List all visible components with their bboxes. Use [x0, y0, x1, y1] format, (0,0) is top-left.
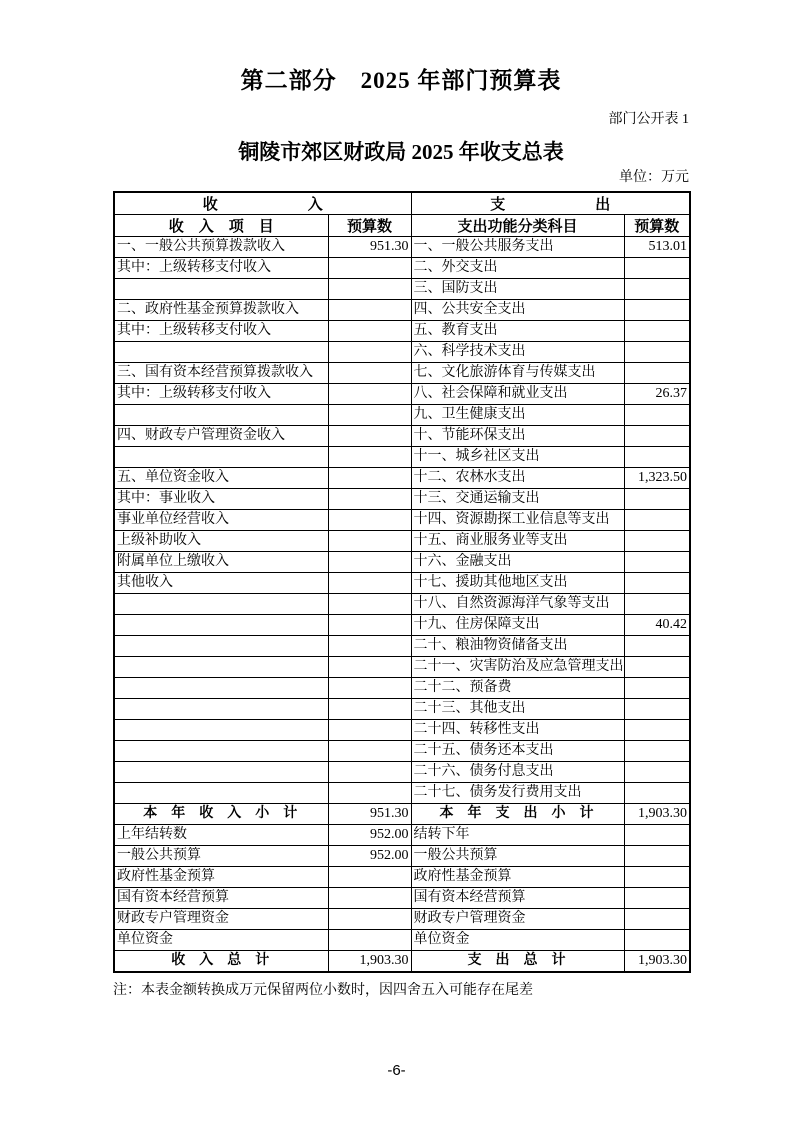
table-row [114, 825, 690, 846]
table-row [114, 867, 690, 888]
income-value-cell [328, 657, 411, 678]
table-row [114, 951, 690, 973]
table-row [114, 615, 690, 636]
table-row [114, 468, 690, 489]
expense-value-cell [624, 321, 690, 342]
expense-item-cell: 八、社会保障和就业支出 [411, 384, 624, 405]
income-item-cell [114, 405, 328, 426]
income-item-cell [114, 594, 328, 615]
income-value-cell [328, 741, 411, 762]
document-page [113, 0, 689, 1000]
income-item-cell: 一般公共预算 [114, 846, 328, 867]
expense-value-cell [624, 930, 690, 951]
income-value-cell [328, 594, 411, 615]
table-row [114, 447, 690, 468]
table-row [114, 909, 690, 930]
income-item-cell: 五、单位资金收入 [114, 468, 328, 489]
income-item-cell: 国有资本经营预算 [114, 888, 328, 909]
income-value-cell [328, 321, 411, 342]
expense-value-cell [624, 678, 690, 699]
table-row [114, 804, 690, 825]
table-row [114, 888, 690, 909]
income-value-cell [328, 615, 411, 636]
income-item-cell: 其中：上级转移支付收入 [114, 321, 328, 342]
expense-value-cell [624, 426, 690, 447]
table-row [114, 363, 690, 384]
table-tag-label: 部门公开表 1 [608, 112, 689, 127]
expense-value-cell [624, 300, 690, 321]
income-value-cell [328, 342, 411, 363]
income-item-cell [114, 342, 328, 363]
income-item-cell: 其中：事业收入 [114, 489, 328, 510]
table-row [114, 300, 690, 321]
income-item-cell: 其他收入 [114, 573, 328, 594]
expense-item-cell: 单位资金 [411, 930, 624, 951]
income-value-cell [328, 930, 411, 951]
table-row [114, 237, 690, 258]
income-item-cell: 收 入 总 计 [114, 951, 328, 973]
expense-item-cell: 四、公共安全支出 [411, 300, 624, 321]
expense-item-cell: 十二、农林水支出 [411, 468, 624, 489]
budget-summary-table [113, 191, 691, 973]
table-row [114, 741, 690, 762]
expense-value-cell [624, 405, 690, 426]
expense-item-cell: 九、卫生健康支出 [411, 405, 624, 426]
expense-value-cell: 40.42 [624, 615, 690, 636]
income-value-cell [328, 762, 411, 783]
footnote: 注：本表金额转换成万元保留两位小数时，因四舍五入可能存在尾差 [113, 983, 533, 998]
expense-value-cell [624, 279, 690, 300]
expense-value-cell [624, 657, 690, 678]
expense-budget-column-header: 预算数 [624, 215, 690, 237]
income-value-cell [328, 447, 411, 468]
table-section-header-row [114, 192, 690, 215]
income-item-cell [114, 741, 328, 762]
expense-value-cell: 513.01 [624, 237, 690, 258]
income-value-cell: 951.30 [328, 237, 411, 258]
income-item-cell [114, 615, 328, 636]
table-row [114, 531, 690, 552]
expense-item-cell: 支 出 总 计 [411, 951, 624, 973]
income-item-cell: 上级补助收入 [114, 531, 328, 552]
expense-value-cell [624, 363, 690, 384]
income-value-cell [328, 531, 411, 552]
table-row [114, 426, 690, 447]
income-value-cell [328, 300, 411, 321]
income-value-cell [328, 468, 411, 489]
table-row [114, 699, 690, 720]
section-title: 第二部分 2025 年部门预算表 [240, 68, 562, 93]
table-row [114, 678, 690, 699]
expense-value-cell [624, 510, 690, 531]
expense-item-cell: 六、科学技术支出 [411, 342, 624, 363]
income-value-cell [328, 888, 411, 909]
income-value-cell [328, 384, 411, 405]
income-item-cell [114, 636, 328, 657]
income-item-cell: 事业单位经营收入 [114, 510, 328, 531]
expense-value-cell [624, 447, 690, 468]
income-item-cell: 一、一般公共预算拨款收入 [114, 237, 328, 258]
table-column-header-row [114, 215, 690, 237]
expense-value-cell [624, 531, 690, 552]
expense-item-cell: 十八、自然资源海洋气象等支出 [411, 594, 624, 615]
expense-item-cell: 五、教育支出 [411, 321, 624, 342]
income-value-cell [328, 279, 411, 300]
income-item-cell [114, 657, 328, 678]
unit-note: 单位：万元 [619, 170, 689, 185]
expense-item-cell: 十、节能环保支出 [411, 426, 624, 447]
income-item-cell [114, 447, 328, 468]
income-value-cell [328, 678, 411, 699]
expense-item-cell: 十三、交通运输支出 [411, 489, 624, 510]
income-budget-column-header: 预算数 [328, 215, 411, 237]
expense-value-cell [624, 783, 690, 804]
income-item-cell [114, 279, 328, 300]
income-value-cell [328, 258, 411, 279]
expense-item-cell: 本 年 支 出 小 计 [411, 804, 624, 825]
expense-item-cell: 十九、住房保障支出 [411, 615, 624, 636]
expense-value-cell [624, 699, 690, 720]
expense-value-cell [624, 846, 690, 867]
income-item-cell [114, 783, 328, 804]
expense-item-cell: 国有资本经营预算 [411, 888, 624, 909]
expense-value-cell [624, 342, 690, 363]
income-value-cell [328, 363, 411, 384]
expense-item-cell: 十四、资源勘探工业信息等支出 [411, 510, 624, 531]
expense-item-cell: 十一、城乡社区支出 [411, 447, 624, 468]
expense-value-cell [624, 909, 690, 930]
table-row [114, 720, 690, 741]
table-row [114, 279, 690, 300]
expense-value-cell: 1,903.30 [624, 951, 690, 973]
expense-item-cell: 十五、商业服务业等支出 [411, 531, 624, 552]
income-item-cell: 上年结转数 [114, 825, 328, 846]
income-item-cell [114, 699, 328, 720]
expense-item-cell: 七、文化旅游体育与传媒支出 [411, 363, 624, 384]
income-value-cell [328, 405, 411, 426]
income-item-cell: 其中：上级转移支付收入 [114, 384, 328, 405]
expense-value-cell [624, 867, 690, 888]
expense-item-cell: 结转下年 [411, 825, 624, 846]
expense-item-cell: 二十五、债务还本支出 [411, 741, 624, 762]
table-row [114, 384, 690, 405]
income-value-cell [328, 699, 411, 720]
income-value-cell: 952.00 [328, 825, 411, 846]
table-row [114, 636, 690, 657]
expense-value-cell [624, 762, 690, 783]
table-row [114, 573, 690, 594]
table-row [114, 762, 690, 783]
expense-item-cell: 二、外交支出 [411, 258, 624, 279]
expense-value-cell: 1,903.30 [624, 804, 690, 825]
expense-value-cell [624, 741, 690, 762]
expense-value-cell [624, 258, 690, 279]
expense-item-cell: 财政专户管理资金 [411, 909, 624, 930]
income-value-cell [328, 909, 411, 930]
expense-item-cell: 二十七、债务发行费用支出 [411, 783, 624, 804]
table-row [114, 489, 690, 510]
income-item-cell: 政府性基金预算 [114, 867, 328, 888]
income-value-cell [328, 510, 411, 531]
income-item-cell [114, 720, 328, 741]
table-row [114, 552, 690, 573]
income-item-cell: 二、政府性基金预算拨款收入 [114, 300, 328, 321]
expense-item-cell: 二十二、预备费 [411, 678, 624, 699]
table-row [114, 930, 690, 951]
income-value-cell [328, 783, 411, 804]
expense-item-cell: 十六、金融支出 [411, 552, 624, 573]
page-number: -6- [387, 1062, 406, 1079]
table-row [114, 342, 690, 363]
income-item-cell [114, 678, 328, 699]
table-row [114, 783, 690, 804]
income-value-cell [328, 867, 411, 888]
income-value-cell: 1,903.30 [328, 951, 411, 973]
expense-value-cell: 26.37 [624, 384, 690, 405]
table-row [114, 657, 690, 678]
income-item-cell: 单位资金 [114, 930, 328, 951]
expense-item-column-header: 支出功能分类科目 [411, 215, 624, 237]
income-value-cell [328, 720, 411, 741]
expense-item-cell: 一般公共预算 [411, 846, 624, 867]
table-row [114, 258, 690, 279]
income-value-cell: 952.00 [328, 846, 411, 867]
income-value-cell [328, 636, 411, 657]
expense-section-header: 支 出 [411, 192, 690, 215]
expense-value-cell [624, 888, 690, 909]
income-value-cell: 951.30 [328, 804, 411, 825]
expense-value-cell [624, 720, 690, 741]
budget-table-body [114, 237, 690, 973]
expense-item-cell: 二十、粮油物资储备支出 [411, 636, 624, 657]
table-row [114, 405, 690, 426]
income-item-cell: 其中：上级转移支付收入 [114, 258, 328, 279]
income-value-cell [328, 426, 411, 447]
table-row [114, 321, 690, 342]
income-item-column-header: 收 入 项 目 [114, 215, 328, 237]
income-item-cell: 四、财政专户管理资金收入 [114, 426, 328, 447]
expense-value-cell [624, 489, 690, 510]
expense-item-cell: 政府性基金预算 [411, 867, 624, 888]
expense-item-cell: 二十一、灾害防治及应急管理支出 [411, 657, 624, 678]
income-item-cell: 财政专户管理资金 [114, 909, 328, 930]
income-value-cell [328, 552, 411, 573]
income-section-header: 收 入 [114, 192, 411, 215]
expense-item-cell: 三、国防支出 [411, 279, 624, 300]
expense-value-cell [624, 552, 690, 573]
expense-value-cell: 1,323.50 [624, 468, 690, 489]
expense-value-cell [624, 825, 690, 846]
expense-value-cell [624, 594, 690, 615]
table-title: 铜陵市郊区财政局 2025 年收支总表 [238, 140, 564, 164]
income-item-cell [114, 762, 328, 783]
table-row [114, 510, 690, 531]
income-item-cell: 本 年 收 入 小 计 [114, 804, 328, 825]
expense-value-cell [624, 573, 690, 594]
expense-item-cell: 二十三、其他支出 [411, 699, 624, 720]
expense-item-cell: 二十四、转移性支出 [411, 720, 624, 741]
expense-value-cell [624, 636, 690, 657]
expense-item-cell: 二十六、债务付息支出 [411, 762, 624, 783]
income-item-cell: 三、国有资本经营预算拨款收入 [114, 363, 328, 384]
table-row [114, 846, 690, 867]
expense-item-cell: 一、一般公共服务支出 [411, 237, 624, 258]
income-item-cell: 附属单位上缴收入 [114, 552, 328, 573]
income-value-cell [328, 489, 411, 510]
expense-item-cell: 十七、援助其他地区支出 [411, 573, 624, 594]
table-row [114, 594, 690, 615]
income-value-cell [328, 573, 411, 594]
